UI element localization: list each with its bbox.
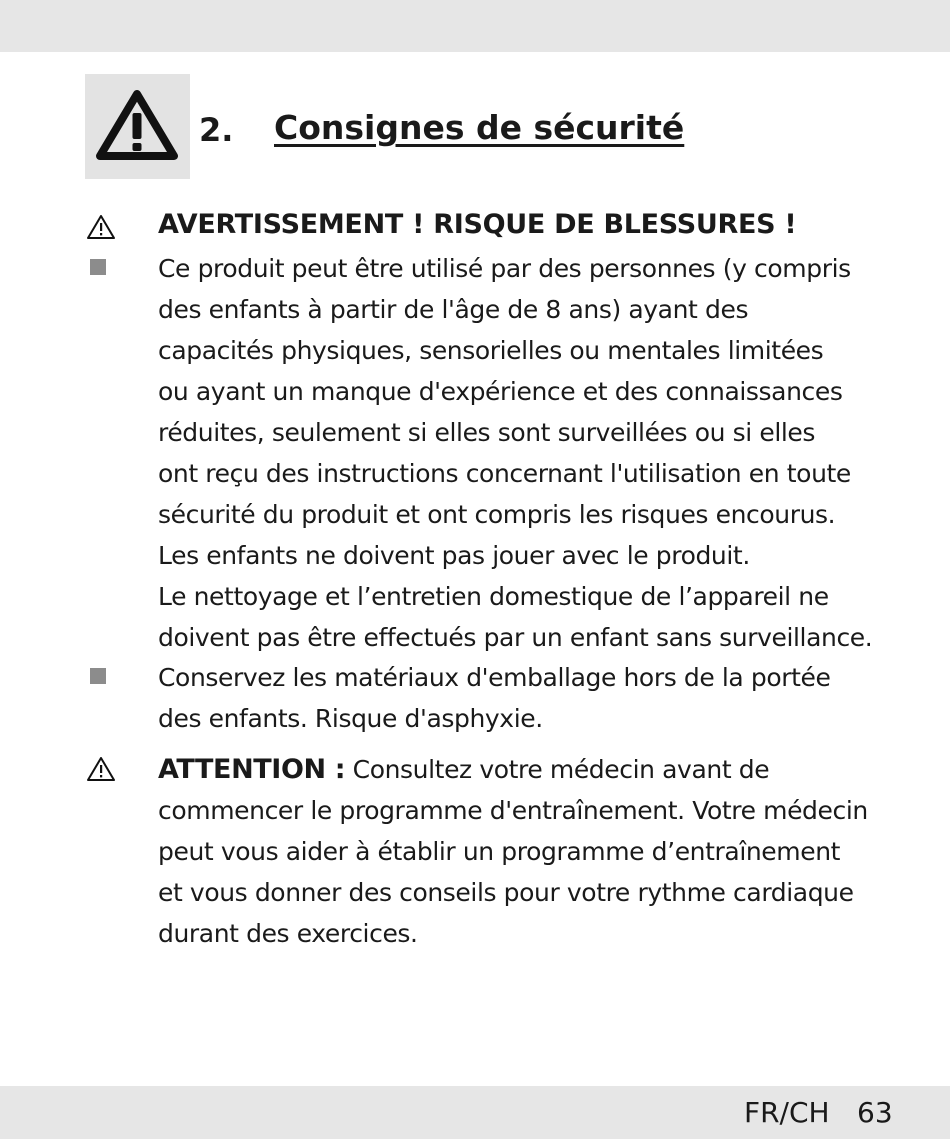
attention-first-line [158,749,918,790]
top-band [0,0,950,52]
text-line: Conservez les matériaux d'emballage hors de la portée [158,663,831,692]
square-bullet [90,668,106,684]
warning-triangle-icon [95,89,179,161]
warning-triangle-icon [86,756,116,782]
text-line: peut vous aider à établir un programme d’entraînement [158,837,841,866]
text-line: capacités physiques, sensorielles ou mentales limitées [158,336,824,365]
footer-language: FR/CH [744,1096,830,1129]
text-line: ont reçu des instructions concernant l'utilisation en toute [158,459,851,488]
attention-text: Consultez votre médecin avant de [345,755,770,784]
section-title: Consignes de sécurité [274,108,685,147]
section-number: 2. [199,111,234,149]
warning-item-1 [158,248,918,658]
text-line: durant des exercices. [158,919,418,948]
section-icon-box [85,74,190,179]
text-line: ou ayant un manque d'expérience et des connaissances [158,377,843,406]
text-line: Les enfants ne doivent pas jouer avec le produit. [158,541,750,570]
attention-label: ATTENTION : [158,754,346,785]
text-line: doivent pas être effectués par un enfant sans surveillance. [158,623,873,652]
warning-triangle-icon [86,214,116,240]
warning-item-2 [158,657,918,739]
text-line: Le nettoyage et l’entretien domestique de l’appareil ne [158,582,829,611]
square-bullet [90,259,106,275]
page-number: 63 [857,1096,893,1129]
warning-heading: AVERTISSEMENT ! RISQUE DE BLESSURES ! [158,209,797,240]
text-line: des enfants à partir de l'âge de 8 ans) ayant des [158,295,749,324]
attention-block [158,749,918,954]
text-line: commencer le programme d'entraînement. Votre médecin [158,796,868,825]
text-line: sécurité du produit et ont compris les risques encourus. [158,500,836,529]
text-line: des enfants. Risque d'asphyxie. [158,704,543,733]
text-line: Ce produit peut être utilisé par des personnes (y compris [158,254,851,283]
text-line: et vous donner des conseils pour votre rythme cardiaque [158,878,854,907]
text-line: réduites, seulement si elles sont surveillées ou si elles [158,418,816,447]
